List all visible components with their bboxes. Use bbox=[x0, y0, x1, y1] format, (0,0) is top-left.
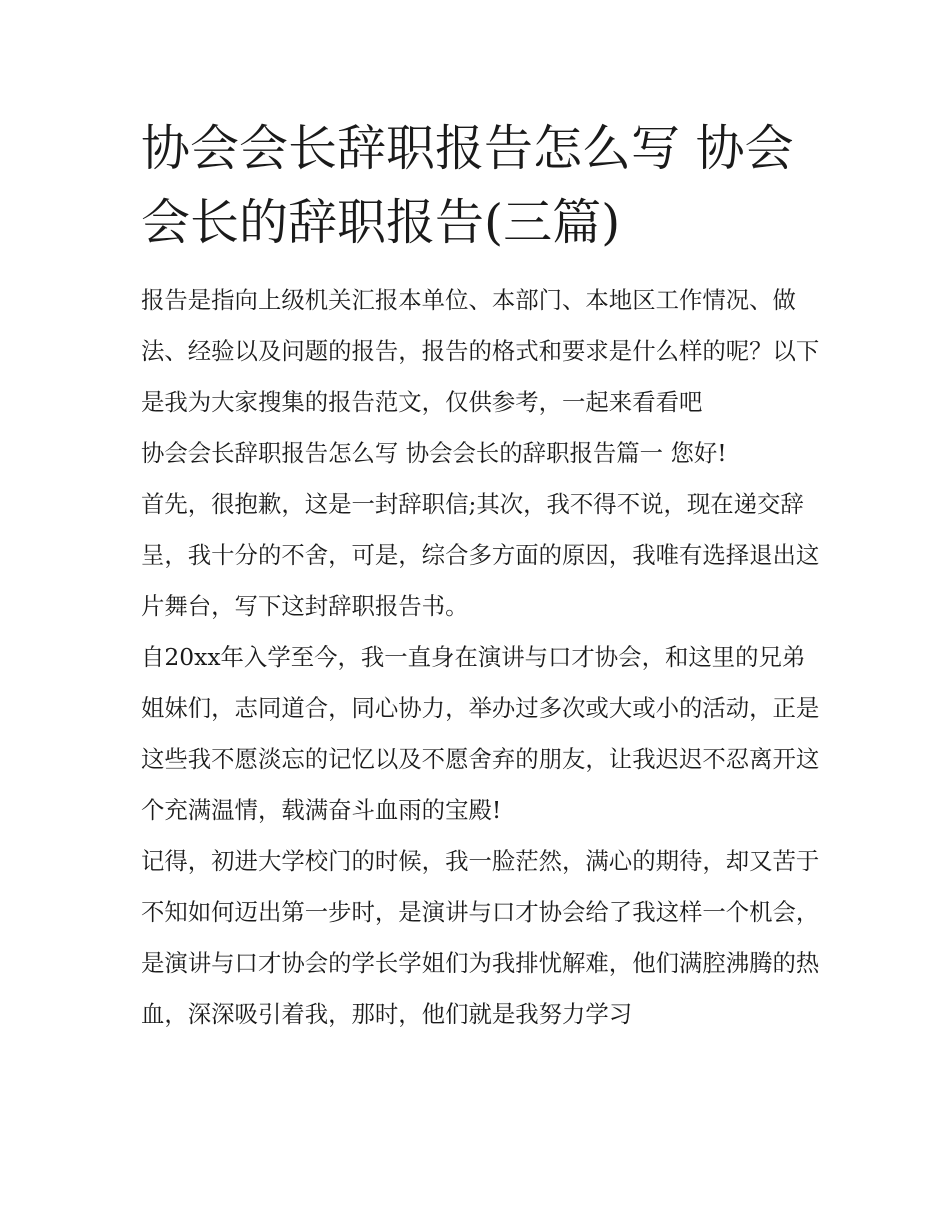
paragraph-intro: 报告是指向上级机关汇报本单位、本部门、本地区工作情况、做法、经验以及问题的报告，报告的格式和要求是什么样的呢？以下是我为大家搜集的报告范文，仅供参考，一起来看看吧 bbox=[141, 286, 820, 416]
paragraph-history: 自20xx年入学至今，我一直身在演讲与口才协会，和这里的兄弟姐妹们，志同道合，同心协力，举办过多次或大或小的活动，正是这些我不愿淡忘的记忆以及不愿舍弃的朋友，让我迟迟不忍离开这个充满温情，载满奋斗血雨的宝殿! bbox=[141, 643, 820, 824]
paragraph-memory: 记得，初进大学校门的时候，我一脸茫然，满心的期待，却又苦于不知如何迈出第一步时，是演讲与口才协会给了我这样一个机会，是演讲与口才协会的学长学姐们为我排忧解难，他们满腔沸腾的热血，深深吸引着我，那时，他们就是我努力学习 bbox=[141, 847, 820, 1028]
document-title: 协会会长辞职报告怎么写 协会会长的辞职报告(三篇) bbox=[141, 120, 794, 251]
document-body bbox=[141, 275, 821, 1040]
paragraph-apology: 首先，很抱歉，这是一封辞职信;其次，我不得不说，现在递交辞呈，我十分的不舍，可是，综合多方面的原因，我唯有选择退出这片舞台，写下这封辞职报告书。 bbox=[141, 490, 820, 620]
paragraph-heading-1: 协会会长辞职报告怎么写 协会会长的辞职报告篇一 您好! bbox=[141, 439, 727, 467]
